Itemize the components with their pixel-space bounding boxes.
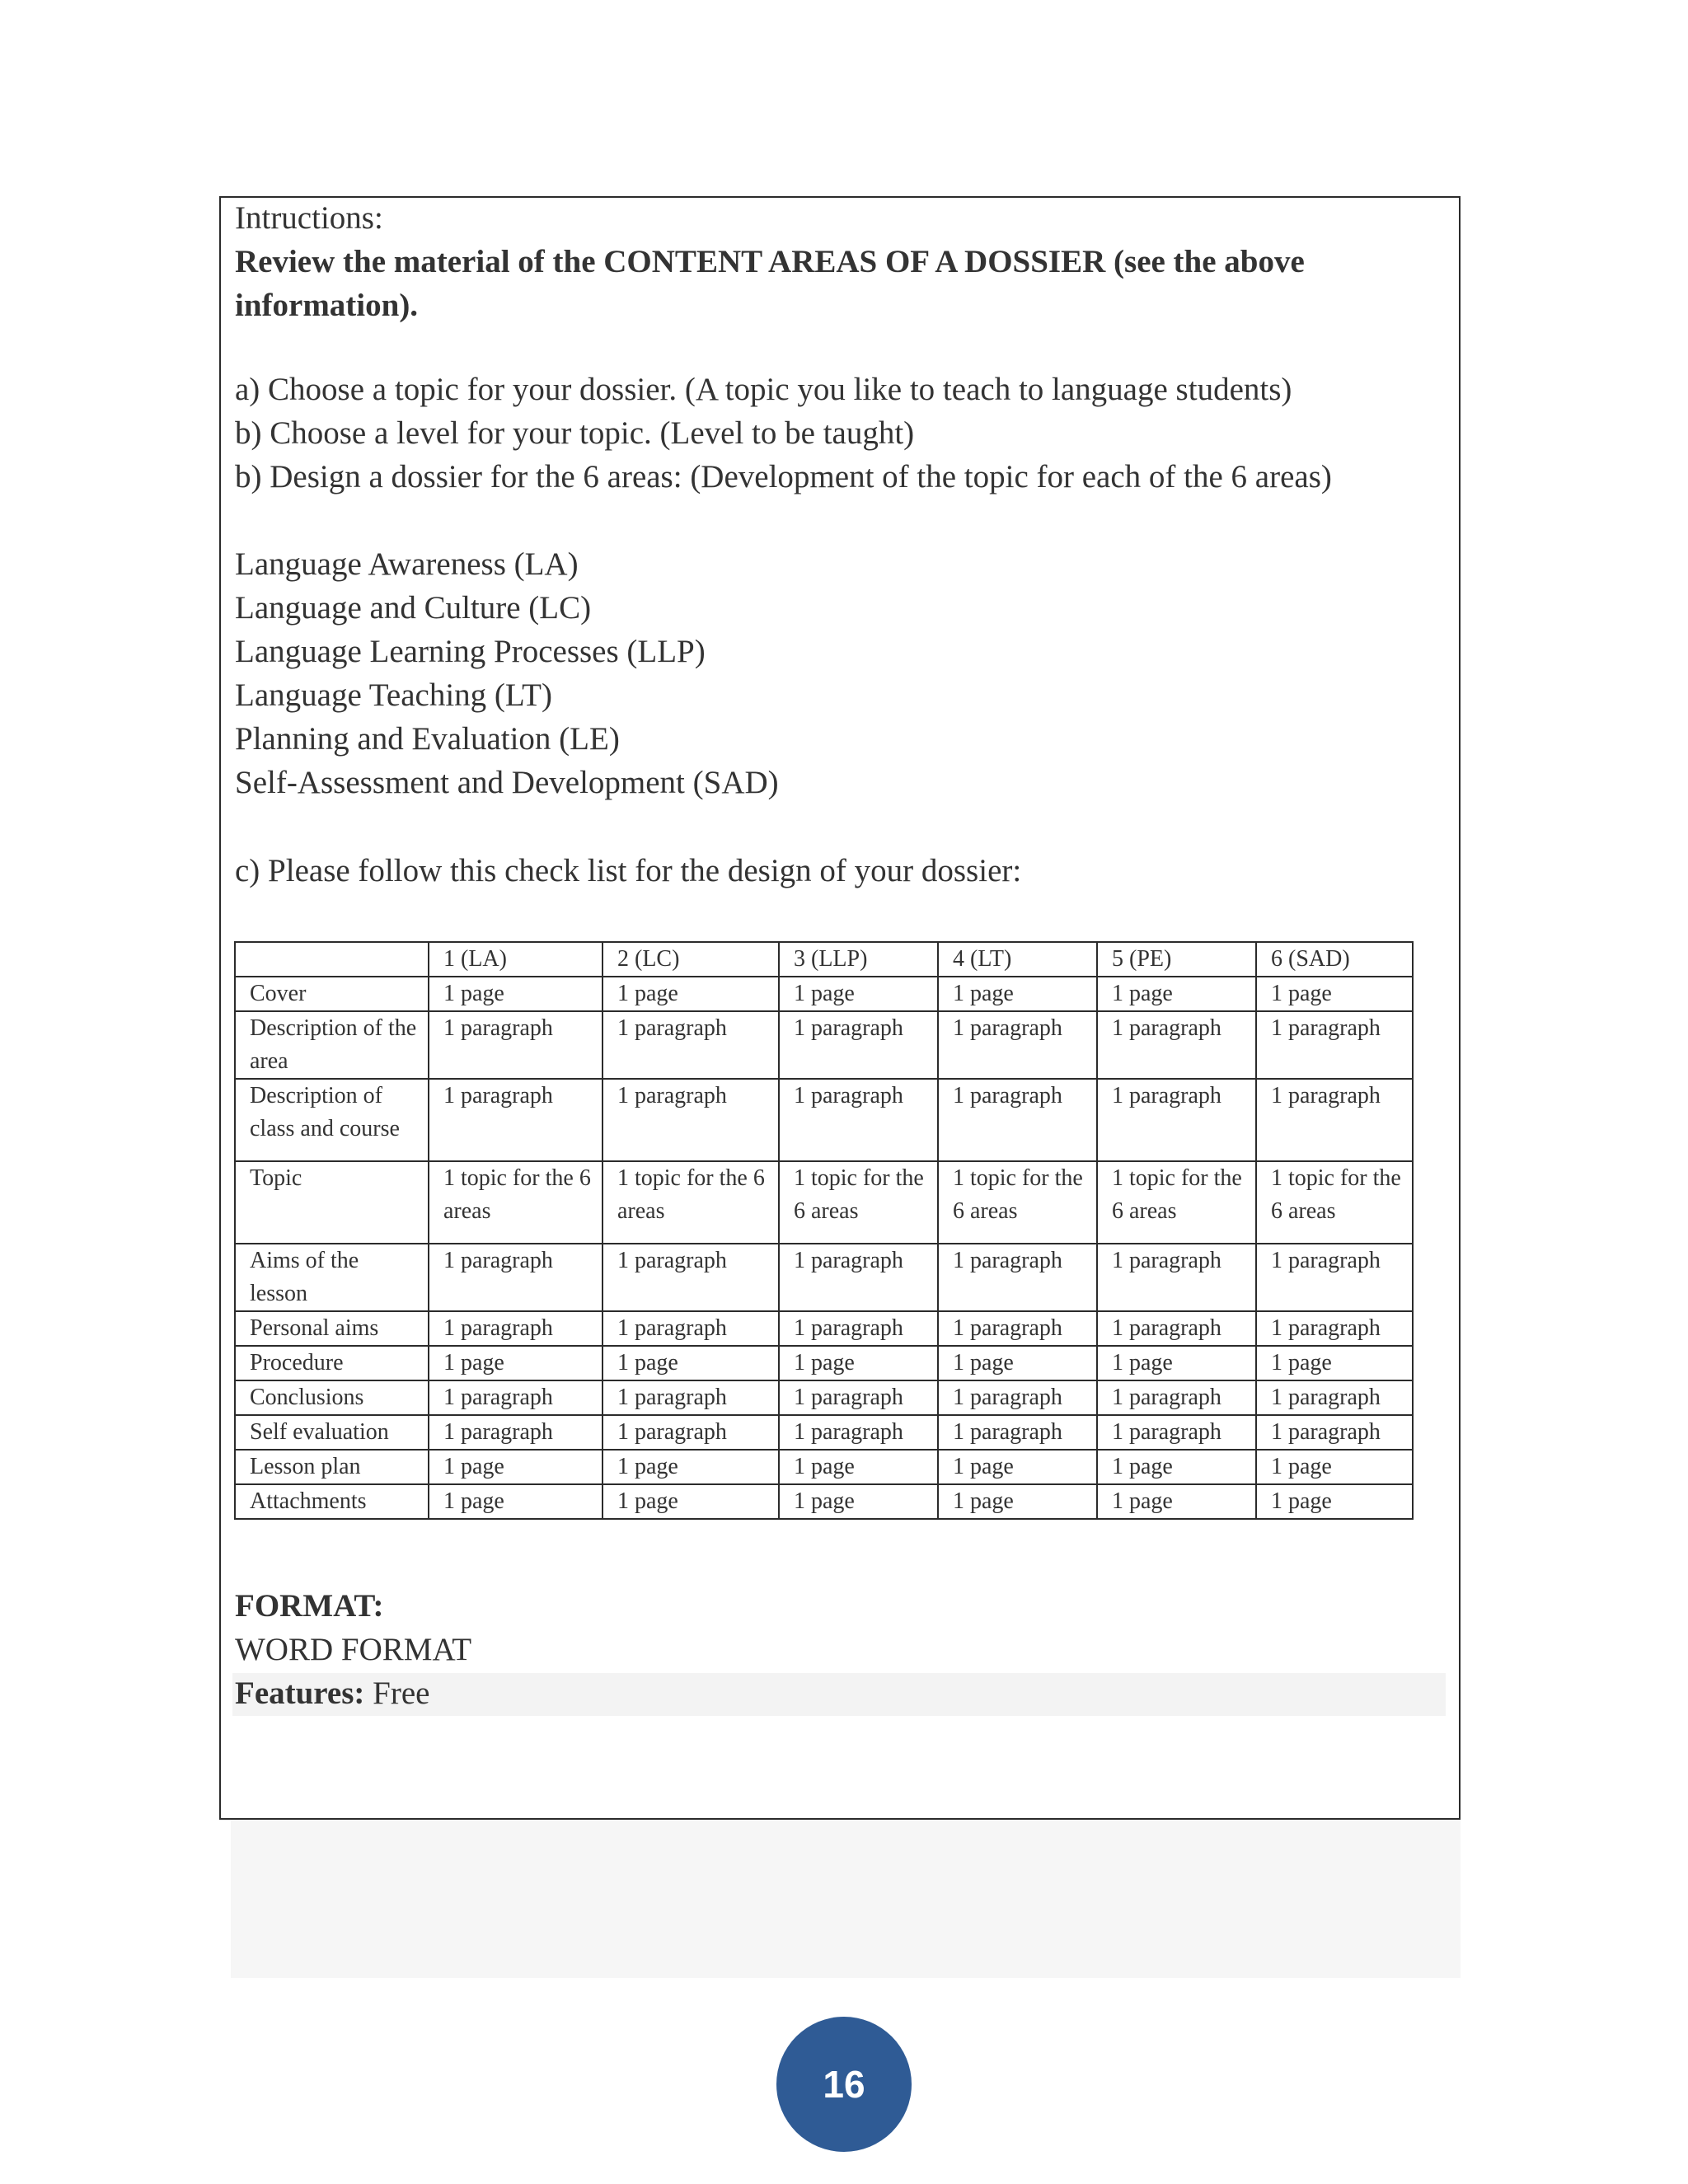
table-header-cell: 1 (LA) xyxy=(429,942,603,977)
area-item: Language Teaching (LT) xyxy=(235,677,552,713)
checklist-intro-block xyxy=(235,849,1447,893)
table-cell: 1 page xyxy=(938,1484,1097,1519)
table-cell: 1 page xyxy=(603,1450,779,1484)
format-heading: FORMAT: xyxy=(235,1588,384,1624)
table-row xyxy=(235,1415,1413,1450)
table-row xyxy=(235,1380,1413,1415)
table-header-cell: 3 (LLP) xyxy=(779,942,938,977)
table-cell: 1 page xyxy=(779,1346,938,1380)
table-row xyxy=(235,977,1413,1011)
features-value: Free xyxy=(373,1675,430,1711)
table-header-cell: 5 (PE) xyxy=(1097,942,1256,977)
table-cell: 1 paragraph xyxy=(429,1415,603,1450)
table-cell: 1 page xyxy=(1256,1484,1413,1519)
row-label-cell: Lesson plan xyxy=(235,1450,429,1484)
area-item: Self-Assessment and Development (SAD) xyxy=(235,765,779,800)
features-label: Features: xyxy=(235,1675,365,1711)
table-cell: 1 paragraph xyxy=(603,1079,779,1161)
format-section xyxy=(235,1584,1447,1715)
table-cell: 1 paragraph xyxy=(603,1380,779,1415)
table-row xyxy=(235,1311,1413,1346)
table-cell: 1 paragraph xyxy=(429,1079,603,1161)
table-cell: 1 page xyxy=(429,1450,603,1484)
row-label-cell: Topic xyxy=(235,1161,429,1244)
area-item: Language and Culture (LC) xyxy=(235,590,592,626)
table-cell: 1 paragraph xyxy=(1097,1415,1256,1450)
table-cell: 1 paragraph xyxy=(429,1011,603,1079)
areas-list xyxy=(235,542,1447,804)
table-cell: 1 paragraph xyxy=(603,1311,779,1346)
table-cell: 1 paragraph xyxy=(429,1380,603,1415)
row-label-cell: Aims of the lesson xyxy=(235,1244,429,1311)
table-cell: 1 paragraph xyxy=(1097,1079,1256,1161)
step-item: b) Choose a level for your topic. (Level to be taught) xyxy=(235,415,915,451)
table-cell: 1 paragraph xyxy=(938,1244,1097,1311)
table-header-cell: 6 (SAD) xyxy=(1256,942,1413,977)
instructions-header xyxy=(235,196,1447,327)
table-cell: 1 topic for the 6 areas xyxy=(1097,1161,1256,1244)
table-cell: 1 paragraph xyxy=(1256,1380,1413,1415)
table-cell: 1 page xyxy=(1097,1484,1256,1519)
row-label-cell: Personal aims xyxy=(235,1311,429,1346)
area-item: Language Learning Processes (LLP) xyxy=(235,634,706,669)
table-cell: 1 paragraph xyxy=(603,1011,779,1079)
table-cell: 1 page xyxy=(429,1484,603,1519)
gray-footer-band xyxy=(231,1820,1461,1978)
table-cell: 1 page xyxy=(1256,1450,1413,1484)
table-cell: 1 page xyxy=(603,1484,779,1519)
table-cell: 1 paragraph xyxy=(1097,1244,1256,1311)
table-cell: 1 paragraph xyxy=(779,1380,938,1415)
table-cell: 1 paragraph xyxy=(1097,1380,1256,1415)
table-cell: 1 paragraph xyxy=(779,1079,938,1161)
table-cell: 1 paragraph xyxy=(1256,1079,1413,1161)
table-cell: 1 paragraph xyxy=(429,1311,603,1346)
table-cell: 1 topic for the 6 areas xyxy=(429,1161,603,1244)
table-cell: 1 paragraph xyxy=(1256,1011,1413,1079)
table-cell: 1 page xyxy=(603,977,779,1011)
table-cell: 1 paragraph xyxy=(779,1244,938,1311)
table-cell: 1 page xyxy=(938,1450,1097,1484)
features-line xyxy=(235,1671,1447,1715)
checklist-table xyxy=(234,941,1414,1520)
row-label-cell: Procedure xyxy=(235,1346,429,1380)
table-row xyxy=(235,1450,1413,1484)
table-cell: 1 page xyxy=(938,1346,1097,1380)
table-cell: 1 page xyxy=(603,1346,779,1380)
table-cell: 1 topic for the 6 areas xyxy=(1256,1161,1413,1244)
page-number-badge: 16 xyxy=(776,2017,912,2152)
table-cell: 1 paragraph xyxy=(603,1415,779,1450)
table-cell: 1 page xyxy=(779,1450,938,1484)
instructions-heading: Intructions: xyxy=(235,200,383,236)
table-cell: 1 page xyxy=(1256,1346,1413,1380)
area-item: Planning and Evaluation (LE) xyxy=(235,721,620,757)
table-cell: 1 topic for the 6 areas xyxy=(938,1161,1097,1244)
table-row xyxy=(235,1011,1413,1079)
step-item: b) Design a dossier for the 6 areas: (Development of the topic for each of the 6 areas) xyxy=(235,459,1332,494)
table-row xyxy=(235,1346,1413,1380)
table-cell: 1 paragraph xyxy=(938,1380,1097,1415)
table-row xyxy=(235,1161,1413,1244)
row-label-cell: Cover xyxy=(235,977,429,1011)
table-cell: 1 paragraph xyxy=(1256,1244,1413,1311)
review-line-1: Review the material of the CONTENT AREAS OF A DOSSIER (see the above xyxy=(235,244,1305,279)
table-cell: 1 page xyxy=(1097,1450,1256,1484)
table-cell: 1 paragraph xyxy=(938,1079,1097,1161)
row-label-cell: Description of the area xyxy=(235,1011,429,1079)
table-cell: 1 paragraph xyxy=(938,1011,1097,1079)
checklist-intro: c) Please follow this check list for the design of your dossier: xyxy=(235,853,1022,888)
review-line-2: information). xyxy=(235,288,419,323)
table-cell: 1 page xyxy=(779,977,938,1011)
table-cell: 1 page xyxy=(938,977,1097,1011)
table-cell: 1 paragraph xyxy=(603,1244,779,1311)
table-cell: 1 paragraph xyxy=(429,1244,603,1311)
table-cell: 1 paragraph xyxy=(938,1415,1097,1450)
table-cell: 1 paragraph xyxy=(938,1311,1097,1346)
row-label-cell: Self evaluation xyxy=(235,1415,429,1450)
row-label-cell: Description of class and course xyxy=(235,1079,429,1161)
table-cell: 1 paragraph xyxy=(779,1311,938,1346)
step-item: a) Choose a topic for your dossier. (A topic you like to teach to language students) xyxy=(235,372,1292,407)
table-cell: 1 topic for the 6 areas xyxy=(779,1161,938,1244)
area-item: Language Awareness (LA) xyxy=(235,546,579,582)
table-cell: 1 topic for the 6 areas xyxy=(603,1161,779,1244)
table-cell: 1 paragraph xyxy=(1097,1011,1256,1079)
table-cell: 1 paragraph xyxy=(1097,1311,1256,1346)
format-value: WORD FORMAT xyxy=(235,1632,472,1667)
table-header-cell: 2 (LC) xyxy=(603,942,779,977)
table-cell: 1 paragraph xyxy=(1256,1311,1413,1346)
table-header-row xyxy=(235,942,1413,977)
table-row xyxy=(235,1484,1413,1519)
table-header-cell: 4 (LT) xyxy=(938,942,1097,977)
table-cell: 1 page xyxy=(429,977,603,1011)
table-cell: 1 page xyxy=(779,1484,938,1519)
table-cell: 1 paragraph xyxy=(779,1011,938,1079)
table-cell: 1 paragraph xyxy=(1256,1415,1413,1450)
row-label-cell: Conclusions xyxy=(235,1380,429,1415)
table-row xyxy=(235,1079,1413,1161)
table-header-cell xyxy=(235,942,429,977)
table-cell: 1 paragraph xyxy=(779,1415,938,1450)
table-cell: 1 page xyxy=(1097,1346,1256,1380)
row-label-cell: Attachments xyxy=(235,1484,429,1519)
table-cell: 1 page xyxy=(1097,977,1256,1011)
table-cell: 1 page xyxy=(1256,977,1413,1011)
table-row xyxy=(235,1244,1413,1311)
table-cell: 1 page xyxy=(429,1346,603,1380)
steps-list xyxy=(235,368,1447,499)
